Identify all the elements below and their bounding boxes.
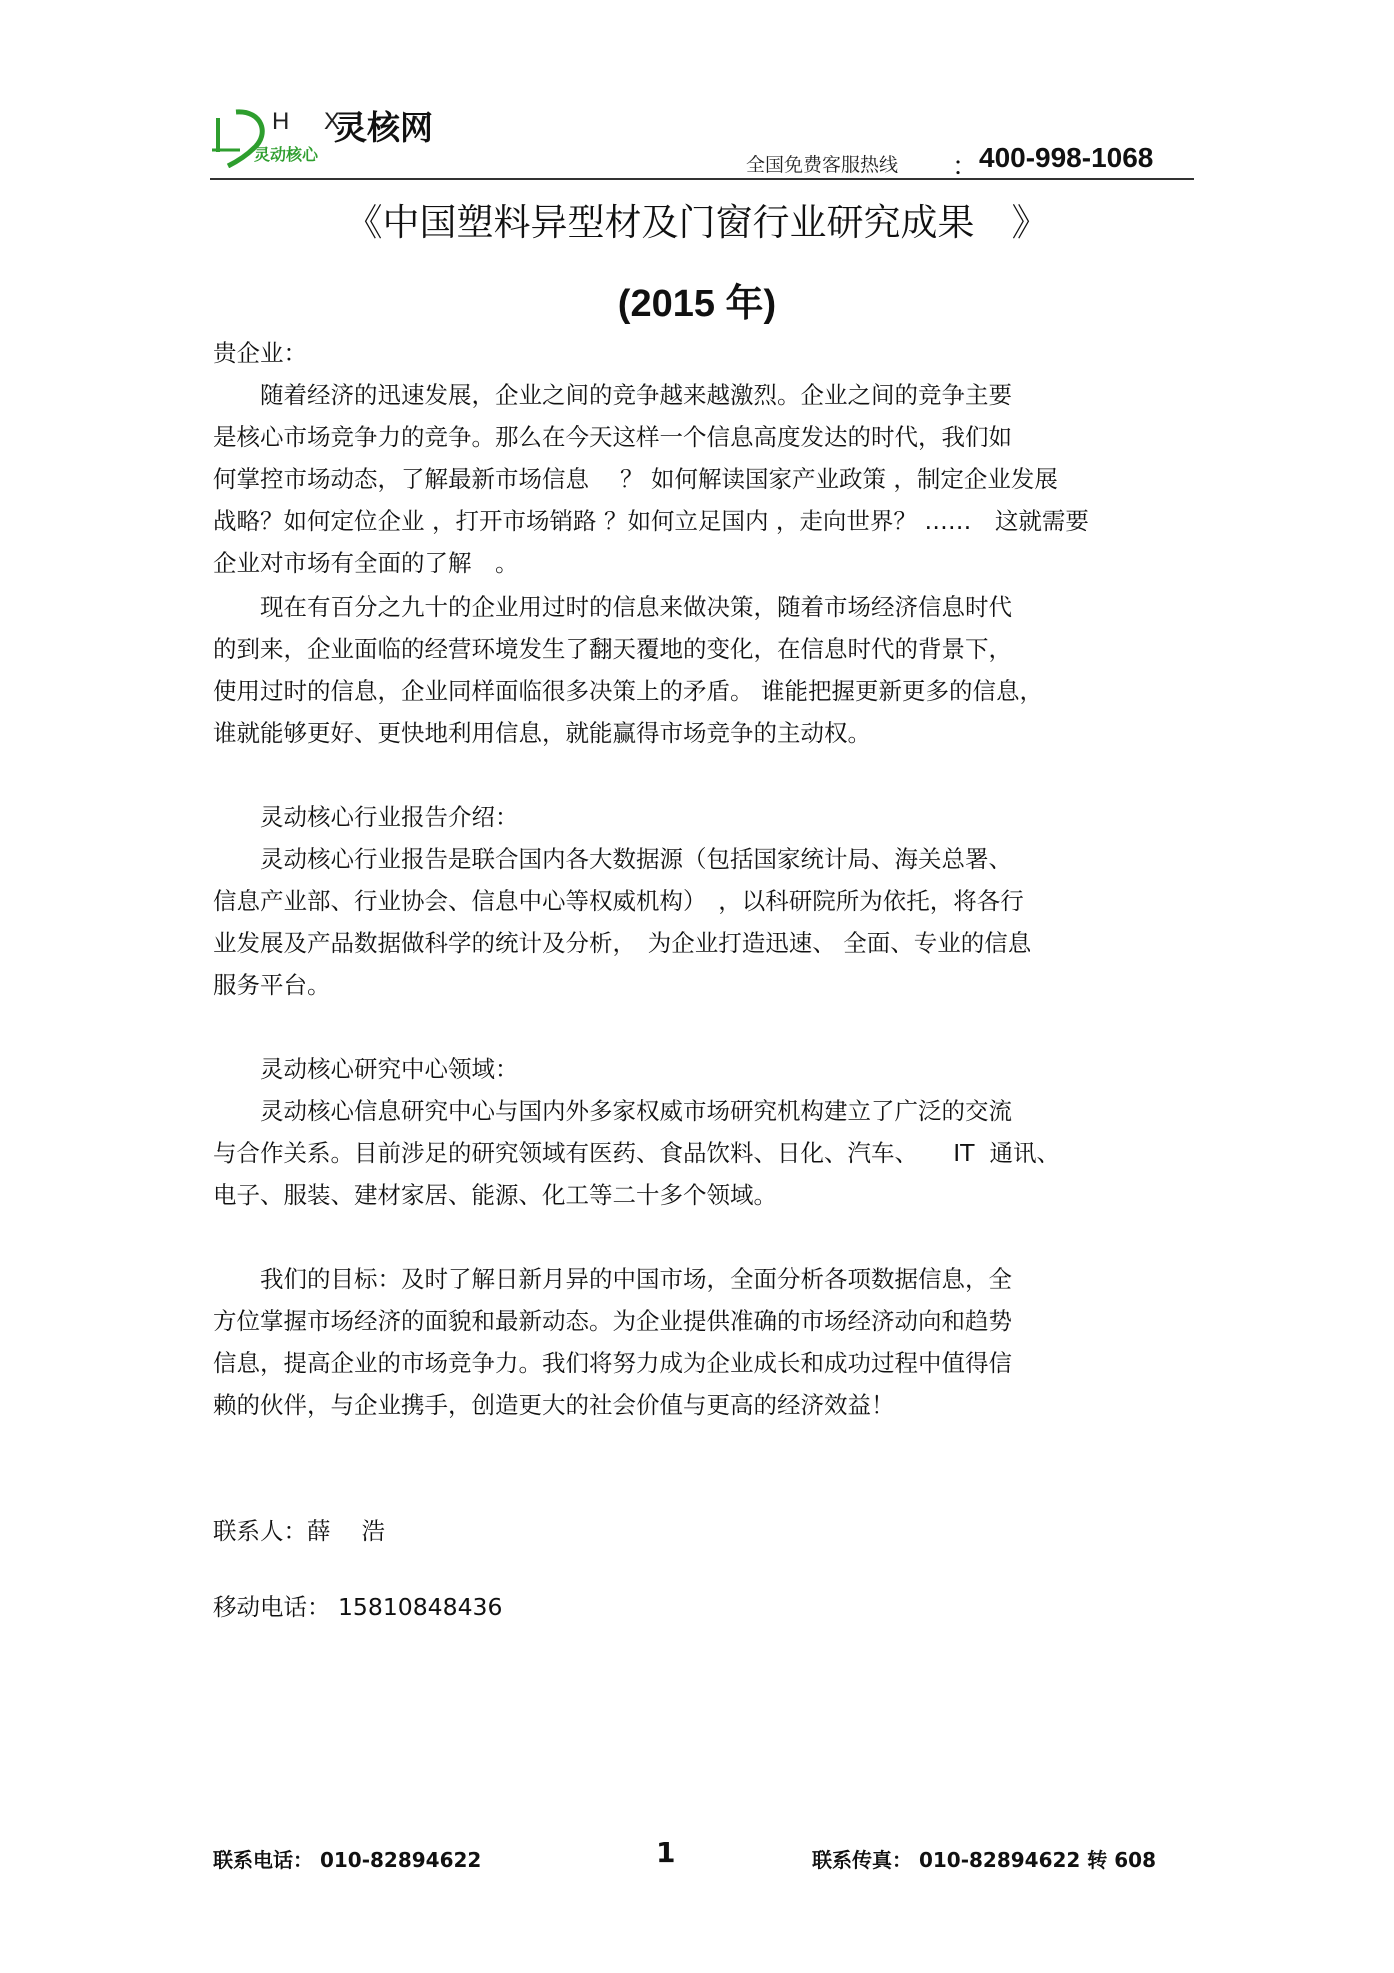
paragraph-line: 信息，提高企业的市场竞争力。我们将努力成为企业成长和成功过程中值得信 (213, 1349, 1012, 1377)
hotline-number: 400-998-1068 (979, 142, 1154, 173)
logo-subtitle: 灵动核心 (254, 145, 319, 164)
logo-brand: 灵核网 (334, 108, 433, 147)
paragraph-line: 我们的目标：及时了解日新月异的中国市场，全面分析各项数据信息，全 (213, 1265, 1012, 1293)
paragraph-line: 随着经济的迅速发展，企业之间的竞争越来越激烈。企业之间的竞争主要 (213, 381, 1012, 409)
greeting: 贵企业： (213, 339, 307, 367)
footer-fax: 联系传真： 010-82894622 转 608 (812, 1848, 1157, 1872)
hotline-colon: ： (952, 152, 979, 182)
section-heading-research-areas: 灵动核心研究中心领域： (213, 1055, 519, 1083)
logo (210, 98, 450, 172)
paragraph-line: 方位掌握市场经济的面貌和最新动态。为企业提供准确的市场经济动向和趋势 (213, 1307, 1012, 1335)
paragraph-line: 电子、服装、建材家居、能源、化工等二十多个领域。 (213, 1181, 777, 1209)
paragraph-line: 服务平台。 (213, 971, 331, 999)
page-number: 1 (656, 1836, 676, 1869)
paragraph-line: 使用过时的信息，企业同样面临很多决策上的矛盾。 谁能把握更新更多的信息， (213, 677, 1043, 705)
section-heading-report-intro: 灵动核心行业报告介绍： (213, 803, 519, 831)
paragraph-line: 企业对市场有全面的了解 。 (213, 549, 519, 577)
paragraph-line: 的到来，企业面临的经营环境发生了翻天覆地的变化，在信息时代的背景下， (213, 635, 1012, 663)
hotline-label: 全国免费客服热线 (746, 154, 899, 176)
paragraph-line: 战略？如何定位企业 ，打开市场销路 ？如何立足国内 ，走向世界？ …… 这就需要 (213, 507, 1089, 535)
logo-letters: H X (272, 108, 355, 135)
paragraph-line: 与合作关系。目前涉足的研究领域有医药、食品饮料、日化、汽车、 IT 通讯、 (213, 1139, 1060, 1167)
mobile-phone: 移动电话： 15810848436 (213, 1593, 503, 1621)
paragraph-line: 业发展及产品数据做科学的统计及分析， 为企业打造迅速、 全面、专业的信息 (213, 929, 1032, 957)
document-title: 《中国塑料异型材及门窗行业研究成果 》 (345, 201, 1049, 244)
paragraph-line: 是核心市场竞争力的竞争。那么在今天这样一个信息高度发达的时代，我们如 (213, 423, 1012, 451)
paragraph-line: 何掌控市场动态，了解最新市场信息 ？ 如何解读国家产业政策 ，制定企业发展 (213, 465, 1058, 493)
contact-person: 联系人：薛 浩 (213, 1517, 385, 1545)
paragraph-line: 谁就能够更好、更快地利用信息，就能赢得市场竞争的主动权。 (213, 719, 871, 747)
paragraph-line: 灵动核心行业报告是联合国内各大数据源（包括国家统计局、海关总署、 (213, 845, 1012, 873)
paragraph-line: 现在有百分之九十的企业用过时的信息来做决策，随着市场经济信息时代 (213, 593, 1012, 621)
paragraph-line: 灵动核心信息研究中心与国内外多家权威市场研究机构建立了广泛的交流 (213, 1097, 1012, 1125)
paragraph-line: 信息产业部、行业协会、信息中心等权威机构） ，以科研院所为依托，将各行 (213, 887, 1024, 915)
paragraph-line: 赖的伙伴，与企业携手，创造更大的社会价值与更高的经济效益！ (213, 1391, 895, 1419)
document-year: (2015 年) (617, 283, 777, 325)
header-divider (210, 178, 1194, 180)
footer-phone: 联系电话： 010-82894622 (213, 1848, 482, 1872)
